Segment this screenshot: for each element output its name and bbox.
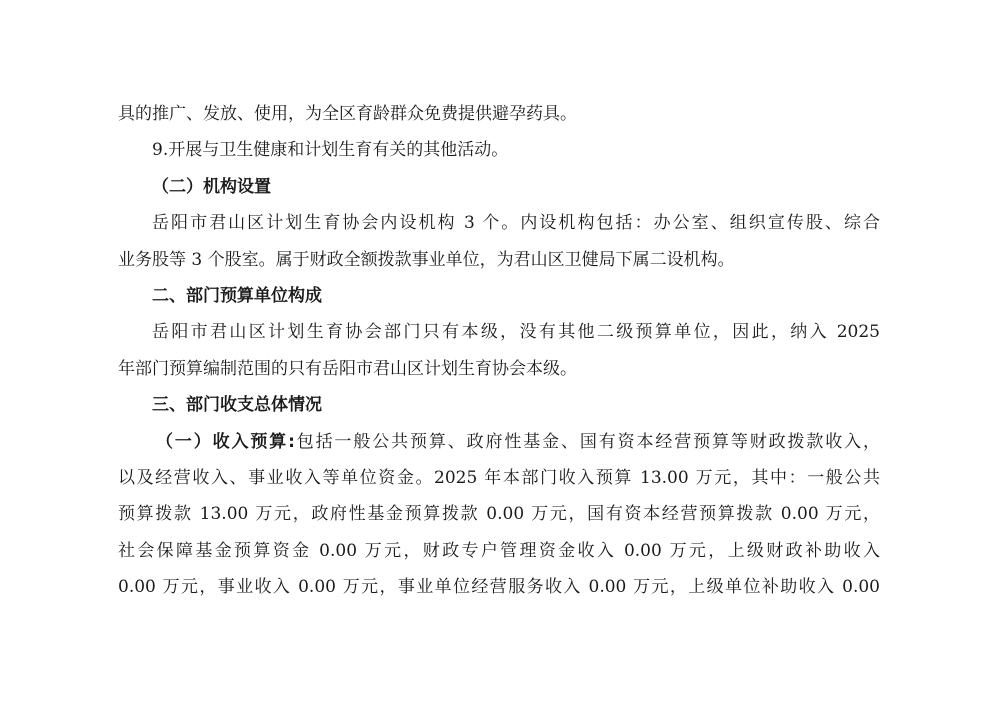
document-page [118,96,880,605]
paragraph-line: 以及经营收入、事业收入等单位资金。2025 年本部门收入预算 13.00 万元，其中：一般公共 [118,467,880,488]
paragraph-line: 年部门预算编制范围的只有岳阳市君山区计划生育协会本级。 [118,358,577,379]
paragraph-line: 社会保障基金预算资金 0.00 万元，财政专户管理资金收入 0.00 万元，上级财政补助收入 [118,540,880,561]
paragraph-line: 业务股等 3 个股室。属于财政全额拨款事业单位，为君山区卫健局下属二设机构。 [118,249,735,270]
paragraph-line: 预算拨款 13.00 万元，政府性基金预算拨款 0.00 万元，国有资本经营预算拨款 0.00 万元， [118,504,880,525]
list-item-9: 9.开展与卫生健康和计划生育有关的其他活动。 [152,140,509,161]
paragraph-line-income-budget [118,424,880,460]
paragraph-line: 岳阳市君山区计划生育协会部门只有本级，没有其他二级预算单位，因此，纳入 2025 [152,322,880,343]
section-heading-budget-units: 二、部门预算单位构成 [152,285,322,306]
income-budget-text: 包括一般公共预算、政府性基金、国有资本经营预算等财政拨款收入， [294,431,880,452]
paragraph-line: 0.00 万元，事业收入 0.00 万元，事业单位经营服务收入 0.00 万元，上级单位补助收入 0.00 [118,577,880,598]
subheading-institution-setup: （二）机构设置 [152,176,271,197]
income-budget-label: （一）收入预算: [156,431,295,452]
paragraph-line: 岳阳市君山区计划生育协会内设机构 3 个。内设机构包括：办公室、组织宣传股、综合 [152,213,880,234]
paragraph-line: 具的推广、发放、使用，为全区育龄群众免费提供避孕药具。 [118,104,577,124]
section-heading-overall-revenue-expenditure: 三、部门收支总体情况 [152,395,322,416]
